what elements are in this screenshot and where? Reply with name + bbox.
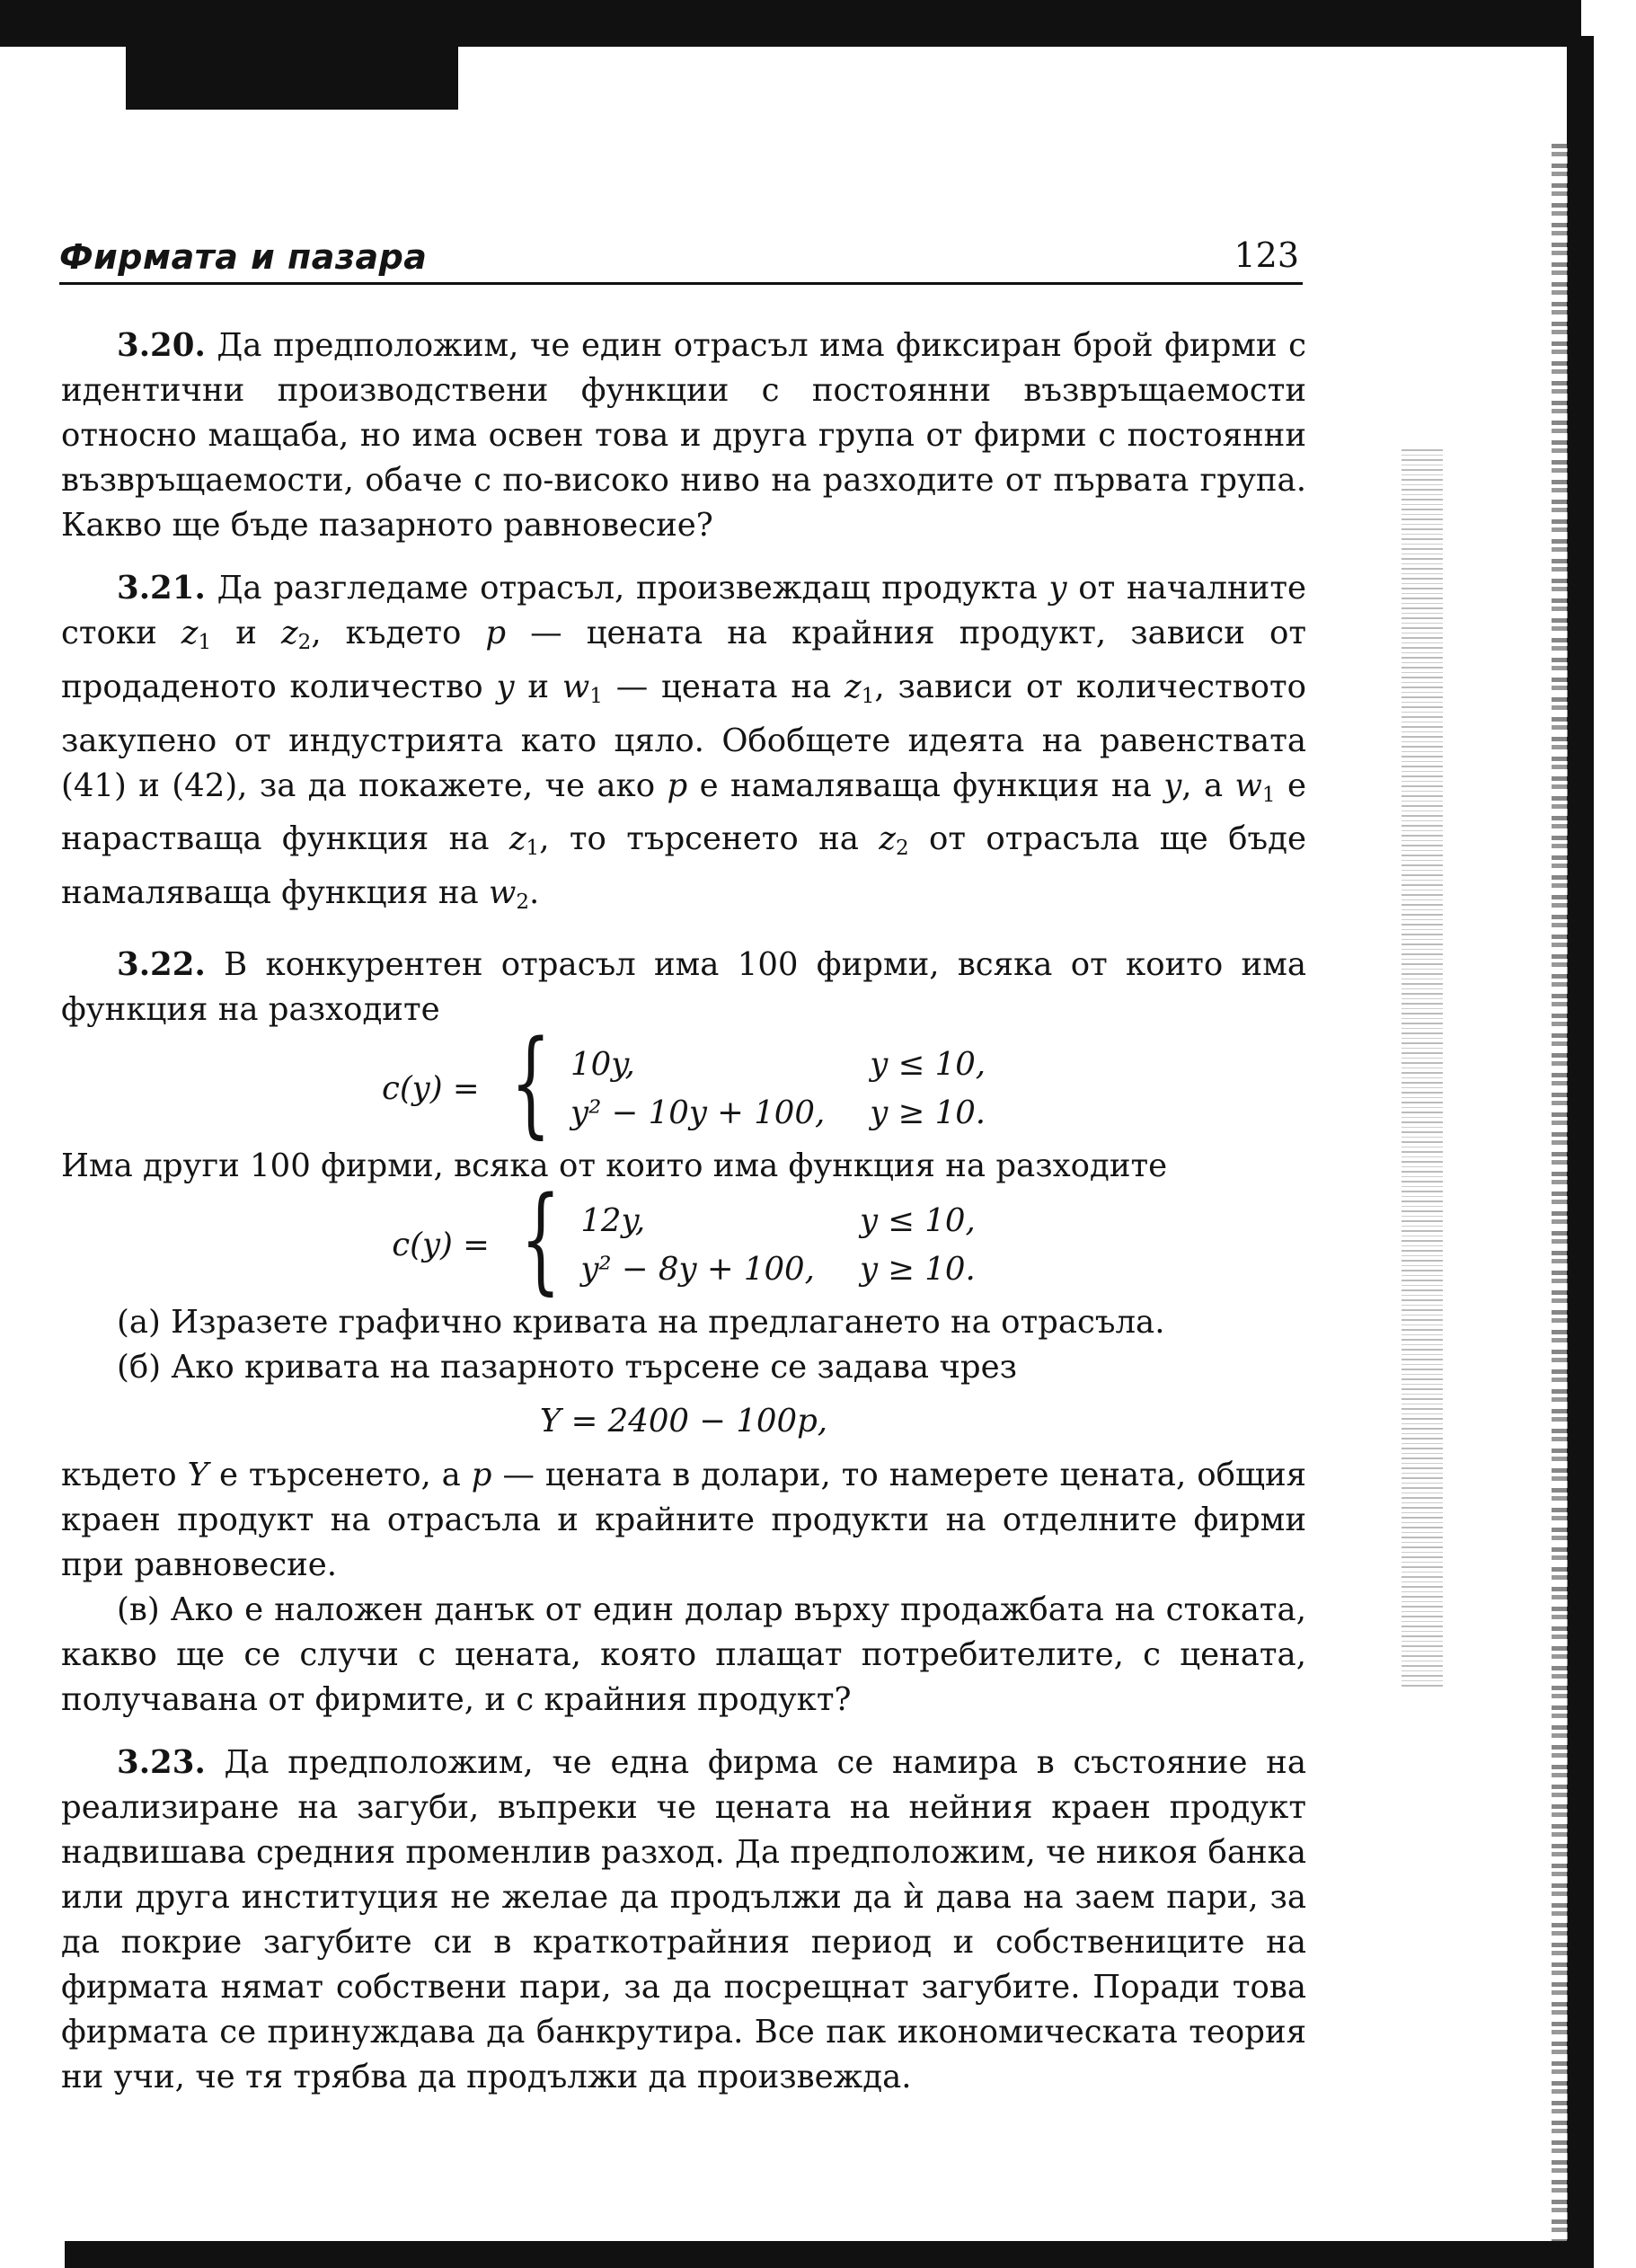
item-b-continuation — [61, 1453, 1306, 1588]
text-run: и — [514, 668, 562, 705]
subscript: 2 — [516, 890, 530, 914]
exercise-intro: В конкурентен отрасъл има 100 фирми, всяка от които има функция на разходите — [61, 945, 1306, 1028]
left-brace-icon: { — [509, 1015, 551, 1150]
text-run: където — [61, 1456, 188, 1493]
math-var: Y — [187, 1456, 209, 1493]
exercise-number: 3.21. — [117, 570, 206, 607]
text-run: е намаляваща функция на — [687, 766, 1164, 804]
exercise-number: 3.20. — [117, 327, 206, 364]
scan-border-tab — [126, 43, 458, 110]
item-b: (б) Ако кривата на пазарното търсене се задава чрез — [117, 1348, 1017, 1386]
text-run: Да разгледаме отрасъл, произвеждащ продукта — [217, 570, 1049, 607]
subscript: 1 — [1261, 783, 1276, 807]
math-var: z — [280, 615, 298, 651]
item-c: (в) Ако е наложен данък от един долар върху продажбата на стоката, какво ще се случи с цената, която плащат потребителите, с цената, получавана от фирмите, и с крайния продукт? — [61, 1590, 1306, 1718]
bleed-through-texture — [1402, 449, 1443, 1689]
math-var: y — [1048, 570, 1067, 607]
case-condition: y ≤ 10, — [859, 1201, 976, 1239]
math-var: z — [844, 668, 862, 705]
text-run: е търсенето, а — [208, 1456, 472, 1493]
text-run: , а — [1181, 766, 1235, 804]
text-run: — цената на крайния продукт, зависи от продаденото количество — [61, 615, 1307, 705]
cost-function-1 — [61, 1015, 1306, 1150]
scan-border-bottom — [65, 2241, 1583, 2268]
formula-lhs: c(y) = — [381, 1069, 480, 1107]
subscript: 2 — [297, 630, 312, 654]
page-number: 123 — [1234, 235, 1299, 275]
math-var: p — [667, 766, 688, 804]
exercise-3-23 — [61, 1741, 1306, 2100]
math-var: y — [1163, 766, 1182, 804]
subscript: 1 — [198, 630, 212, 654]
page-header — [59, 234, 1303, 282]
exercise-number: 3.23. — [117, 1743, 206, 1781]
math-var: p — [485, 615, 507, 651]
scan-border-right — [1567, 36, 1594, 2268]
subscript: 1 — [589, 684, 603, 708]
text-run: . — [529, 874, 540, 912]
page-body — [61, 323, 1306, 2100]
subscript: 1 — [526, 837, 540, 861]
header-rule — [59, 282, 1303, 285]
text-run: е нарастваща функция на — [61, 766, 1306, 858]
text-run: , където — [311, 615, 486, 651]
text-run: от началните стоки — [61, 570, 1306, 651]
exercise-text: Да предположим, че един отрасъл има фиксиран брой фирми с идентични производствени функции с постоянни възвръщаемости относно мащаба, но има освен това и друга група от фирми с постоянни възвръщаемости, обаче с по-високо ниво на разходите от първата група. Какво ще бъде пазарното равновесие? — [61, 327, 1306, 544]
scan-edge-noise — [1552, 144, 1568, 2246]
piecewise-cases — [579, 1197, 975, 1294]
exercise-3-22 — [61, 943, 1306, 1032]
text-run: от отрасъла ще бъде намаляваща функция на — [61, 820, 1306, 912]
piecewise-cases — [569, 1041, 986, 1138]
math-var: z — [879, 820, 896, 858]
math-var: y — [496, 668, 515, 705]
exercise-3-21 — [61, 566, 1306, 925]
running-title: Фирмата и пазара — [59, 237, 428, 277]
item-a: (а) Изразете графично кривата на предлагането на отрасъла. — [117, 1303, 1165, 1341]
math-var: z — [508, 820, 526, 858]
case-expr: 12y, — [580, 1201, 646, 1239]
exercise-3-20 — [61, 323, 1306, 548]
text-run: — цената на — [602, 668, 845, 705]
demand-equation: Y = 2400 − 100p, — [539, 1402, 828, 1440]
case-condition: y ≥ 10. — [859, 1250, 976, 1288]
text-run: , зависи от количеството закупено от индустрията като цяло. Обобщете идеята на равенствата (41) и (42), за да покажете, че ако — [61, 668, 1306, 804]
left-brace-icon: { — [520, 1172, 562, 1307]
subscript: 1 — [861, 684, 875, 708]
text-run: , то търсенето на — [539, 820, 880, 858]
exercise-3-22-mid: Има други 100 фирми, всяка от които има функция на разходите — [61, 1147, 1168, 1184]
exercise-text: Да предположим, че една фирма се намира в състояние на реализиране на загуби, въпреки че цената на нейния краен продукт надвишава средния променлив разход. Да предположим, че никоя банка или друга институция не желае да продължи да ѝ дава на заем пари, за да покрие загубите си в краткотрайния период и собствениците на фирмата нямат собствени пари, за да посрещнат загубите. Поради това фирмата се принуждава да банкрутира. Все пак икономическата теория ни учи, че тя трябва да продължи да произвежда. — [61, 1743, 1306, 2095]
math-var: w — [488, 874, 517, 912]
formula-lhs: c(y) = — [392, 1226, 490, 1263]
scan-border-top — [0, 0, 1581, 47]
case-expr: y² − 10y + 100, — [570, 1094, 826, 1131]
math-var: p — [471, 1456, 492, 1493]
math-var: w — [1234, 766, 1262, 804]
cost-function-2 — [61, 1172, 1306, 1307]
case-condition: y ≥ 10. — [870, 1094, 986, 1131]
case-condition: y ≤ 10, — [870, 1045, 986, 1083]
exercise-number: 3.22. — [117, 945, 206, 983]
math-var: w — [562, 668, 590, 705]
text-run: — цената в долари, то намерете цената, общия краен продукт на отрасъла и крайните продукти на отделните фирми при равновесие. — [61, 1456, 1307, 1583]
text-run: и — [211, 615, 281, 651]
math-var: z — [181, 615, 199, 651]
case-expr: y² − 8y + 100, — [580, 1250, 815, 1288]
case-expr: 10y, — [570, 1045, 635, 1083]
subscript: 2 — [895, 837, 909, 861]
